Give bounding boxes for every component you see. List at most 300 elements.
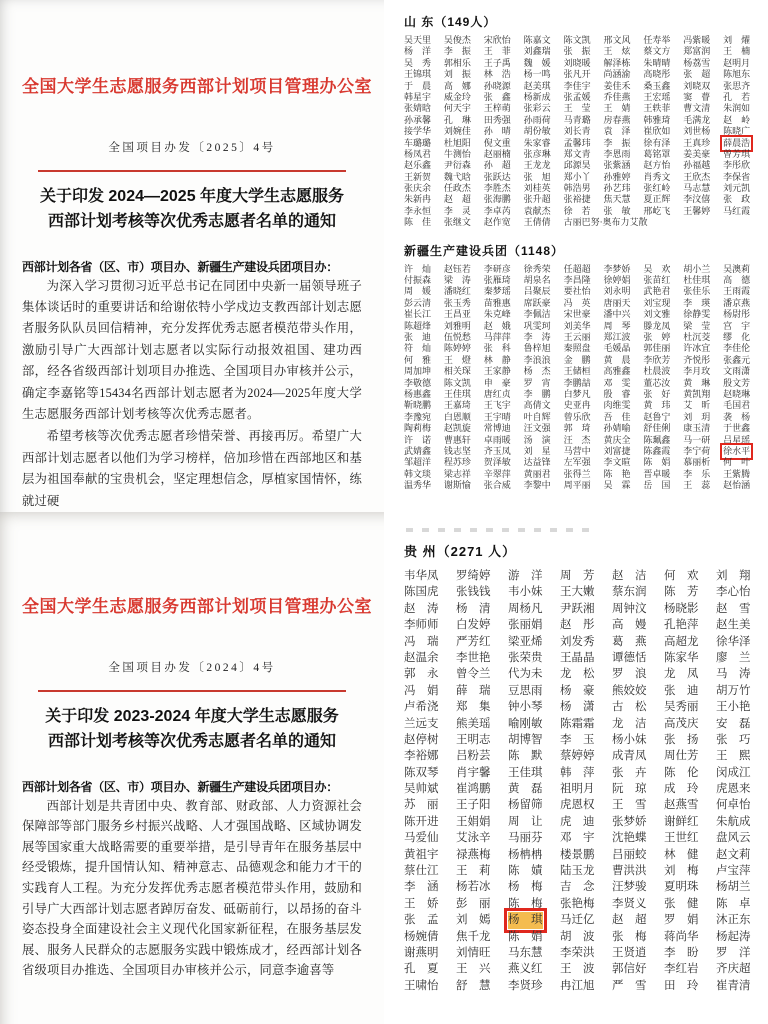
roster-cell: [603, 172, 643, 183]
roster-cell: [560, 814, 612, 830]
roster-cell: [643, 446, 683, 457]
volunteer-name: 于世鑫: [723, 423, 751, 434]
volunteer-name: 邱源昊: [563, 160, 591, 171]
volunteer-name: 冯瑞: [404, 635, 439, 648]
roster-cell: [484, 389, 524, 400]
roster-cell: [603, 400, 643, 411]
roster-cell: [444, 400, 484, 411]
roster-cell: [564, 69, 604, 80]
volunteer-name: 王啸怡: [404, 979, 439, 992]
volunteer-name: 周让: [508, 815, 543, 828]
volunteer-name: 叶自辉: [523, 411, 551, 422]
volunteer-name: 吴俊杰: [443, 35, 471, 45]
roster-cell: [404, 863, 456, 879]
volunteer-name: 罗娟: [664, 914, 699, 927]
roster-cell: [723, 423, 763, 434]
roster-row: [404, 568, 768, 584]
volunteer-name: 刘婉佳: [443, 126, 471, 137]
roster-cell: [404, 978, 456, 994]
volunteer-name: 陈娟: [508, 930, 543, 943]
volunteer-name: 吾佳: [603, 411, 631, 422]
volunteer-name: 林静: [483, 354, 511, 365]
roster-cell: [564, 58, 604, 69]
volunteer-name: 赵燕雪: [664, 799, 699, 812]
volunteer-name: 吴霖: [603, 480, 631, 491]
roster-cell: [484, 172, 524, 183]
roster-cell: [524, 172, 564, 183]
roster-row: [404, 929, 768, 945]
volunteer-name: 桑玉鑫: [643, 80, 671, 91]
volunteer-name: 白梦凡: [563, 388, 591, 399]
roster-cell: [683, 435, 723, 446]
roster-cell: [564, 423, 604, 434]
roster-cell: [564, 400, 604, 411]
volunteer-name: 郑集: [456, 701, 491, 714]
roster-cell: [612, 666, 664, 682]
volunteer-name: 闵成江: [716, 766, 751, 779]
roster-row: [404, 469, 768, 480]
volunteer-name: 郭信好: [612, 963, 647, 976]
roster-cell: [723, 446, 763, 457]
roster-row: [404, 748, 768, 764]
roster-cell: [404, 765, 456, 781]
roster-cell: [484, 138, 524, 149]
volunteer-name: 王燈: [443, 354, 471, 365]
roster-cell: [564, 217, 648, 228]
volunteer-name: 李浪浪: [523, 354, 551, 365]
volunteer-name: 安磊: [716, 717, 751, 730]
volunteer-name: 徐静雯: [683, 309, 711, 320]
org-letterhead-title: 全国大学生志愿服务西部计划项目管理办公室: [22, 77, 372, 96]
roster-cell: [444, 309, 484, 320]
volunteer-name: 袭杨: [723, 411, 751, 422]
volunteer-name: 熊美瑶: [456, 717, 491, 730]
volunteer-name: 吴澳莉: [723, 263, 751, 274]
roster-cell: [643, 183, 683, 194]
roster-cell: [564, 366, 604, 377]
roster-cell: [564, 46, 604, 57]
volunteer-name: 黄磊: [508, 783, 543, 796]
notice-title-line2: 西部计划考核等次优秀志愿者名单的通知: [47, 732, 336, 750]
roster-cell: [560, 961, 612, 977]
roster-cell: [564, 264, 604, 275]
volunteer-name: 张钱钱: [456, 586, 491, 599]
roster-cell: [456, 929, 508, 945]
volunteer-name: 潘晓红: [443, 286, 471, 297]
roster-cell: [643, 138, 683, 149]
roster-row: [404, 847, 768, 863]
volunteer-name: 岳国: [643, 480, 671, 491]
roster-row: [404, 69, 768, 80]
roster-cell: [456, 945, 508, 961]
volunteer-name: 张政: [723, 194, 751, 205]
volunteer-name: 孔艳萍: [664, 619, 699, 632]
volunteer-name: 王储桓: [563, 366, 591, 377]
roster-cell: [603, 81, 643, 92]
roster-cell: [683, 264, 723, 275]
volunteer-name: 宋欣怡: [483, 35, 511, 45]
volunteer-name: 禄燕梅: [456, 848, 491, 861]
volunteer-name: 李欣芳: [643, 354, 671, 365]
volunteer-name: 张迪: [664, 684, 699, 697]
roster-cell: [723, 206, 763, 217]
volunteer-name: 吕星瑶: [723, 434, 751, 445]
volunteer-name: 赵凯旋: [443, 423, 471, 434]
volunteer-name: 盘风云: [716, 832, 751, 845]
roster-cell: [683, 446, 723, 457]
volunteer-name: 刘晓暖: [563, 57, 591, 68]
volunteer-name: 王欣杰: [683, 171, 711, 182]
volunteer-name: 陈珮鑫: [643, 434, 671, 445]
roster-cell: [484, 115, 524, 126]
volunteer-name: 张敏: [603, 205, 631, 216]
roster-cell: [456, 879, 508, 895]
volunteer-name: 张合威: [483, 480, 511, 491]
roster-cell: [484, 275, 524, 286]
volunteer-name: 艾昕: [683, 400, 711, 411]
roster-cell: [524, 446, 564, 457]
roster-cell: [603, 160, 643, 171]
volunteer-name: 虎恩权: [560, 799, 595, 812]
roster-cell: [484, 457, 524, 468]
roster-cell: [723, 343, 763, 354]
roster-cell: [444, 58, 484, 69]
volunteer-name: 温秀华: [404, 480, 432, 491]
roster-cell: [484, 366, 524, 377]
roster-cell: [484, 343, 524, 354]
volunteer-name: 成青凤: [612, 750, 647, 763]
roster-cell: [716, 814, 768, 830]
volunteer-name: 吕丽蛟: [612, 848, 647, 861]
roster-cell: [524, 469, 564, 480]
roster-cell: [683, 35, 723, 46]
volunteer-name: 李涵: [404, 881, 439, 894]
volunteer-name: 赵停树: [404, 733, 439, 746]
volunteer-name: 陈艳: [603, 468, 631, 479]
volunteer-name: 郑文青: [563, 148, 591, 159]
roster-cell: [484, 160, 524, 171]
roster-cell: [603, 35, 643, 46]
roster-cell: [683, 378, 723, 389]
roster-cell: [603, 457, 643, 468]
volunteer-name: 邓雯: [603, 377, 631, 388]
volunteer-name: 张玉秀: [443, 297, 471, 308]
roster-row: [404, 138, 768, 149]
volunteer-name: 冉江旭: [560, 979, 595, 992]
roster-cell: [643, 275, 683, 286]
roster-cell: [524, 58, 564, 69]
volunteer-name: 王雪: [612, 799, 647, 812]
roster-cell: [643, 332, 683, 343]
roster-cell: [716, 683, 768, 699]
roster-cell: [560, 666, 612, 682]
volunteer-name: 陈家华: [664, 651, 699, 664]
roster-cell: [723, 457, 763, 468]
volunteer-name: 葛燕: [612, 635, 647, 648]
roster-cell: [524, 194, 564, 205]
volunteer-name: 吕聚辰: [523, 286, 551, 297]
volunteer-name: 宫宇: [723, 320, 751, 331]
roster-row: [404, 206, 768, 217]
letterhead-divider: [38, 170, 346, 172]
volunteer-name: 肖宇馨: [456, 766, 491, 779]
roster-cell: [723, 286, 763, 297]
roster-cell: [612, 683, 664, 699]
volunteer-name: 周加坤: [404, 366, 432, 377]
roster-cell: [564, 435, 604, 446]
roster-cell: [664, 814, 716, 830]
roster-row: [404, 58, 768, 69]
roster-cell: [444, 457, 484, 468]
roster-cell: [508, 929, 560, 945]
roster-cell: [524, 206, 564, 217]
volunteer-name: 赵钰若: [443, 263, 471, 274]
notice-page-2024: [0, 512, 384, 1024]
roster-cell: [508, 716, 560, 732]
volunteer-name: 刘宝现: [643, 297, 671, 308]
volunteer-name: 马丽芬: [508, 832, 543, 845]
volunteer-name: 孙福越: [683, 160, 711, 171]
roster-cell: [524, 412, 564, 423]
roster-cell: [560, 584, 612, 600]
roster-cell: [643, 92, 683, 103]
roster-cell: [444, 435, 484, 446]
roster-cell: [643, 126, 683, 137]
volunteer-name: 李鹏: [523, 388, 551, 399]
volunteer-name: 谢燕明: [404, 946, 439, 959]
volunteer-name: 杨新成: [523, 91, 551, 102]
roster-cell: [683, 183, 723, 194]
roster-cell: [612, 929, 664, 945]
roster-cell: [683, 321, 723, 332]
roster-cell: [603, 115, 643, 126]
volunteer-name: 兰远支: [404, 717, 439, 730]
roster-cell: [643, 58, 683, 69]
notice-paragraph-1: 为深入学习贯彻习近平总书记在同团中央新一届领导班子集体谈话时的重要讲话和给谢依特小学戍边支教西部计划志愿者服务队队员回信精神，充分发挥优秀志愿者模范带头作用，激励引导广大西部计划志愿者以实际行动报效祖国、建功西部，经各省级西部计划项目办推选、全国项目办审核并公示，确定李嘉铭等15434名西部计划志愿者为2024—2025年度大学生志愿服务西部计划考核等次优秀志愿者。: [22, 278, 362, 422]
volunteer-name: 蔡婷婷: [560, 750, 595, 763]
roster-cell: [664, 748, 716, 764]
volunteer-name: 黄晨: [603, 354, 631, 365]
volunteer-name: 郑江波: [603, 331, 631, 342]
roster-cell: [716, 568, 768, 584]
roster-cell: [508, 617, 560, 633]
volunteer-name: 张科: [483, 343, 511, 354]
notice-title-line1: 关于印发 2023-2024 年度大学生志愿服务: [45, 708, 339, 725]
roster-cell: [444, 423, 484, 434]
roster-cell: [404, 343, 444, 354]
roster-cell: [664, 584, 716, 600]
roster-cell: [484, 264, 524, 275]
volunteer-name: 李汶僖: [683, 194, 711, 205]
roster-cell: [560, 765, 612, 781]
roster-cell: [603, 92, 643, 103]
roster-cell: [508, 666, 560, 682]
roster-row: [404, 732, 768, 748]
volunteer-name: 张旭: [523, 171, 551, 182]
volunteer-name: 黄琳: [683, 377, 711, 388]
roster-cell: [612, 945, 664, 961]
roster-cell: [723, 126, 763, 137]
roster-row: [404, 961, 768, 977]
roster-cell: [664, 912, 716, 928]
roster-cell: [456, 634, 508, 650]
roster-cell: [603, 206, 643, 217]
roster-cell: [683, 69, 723, 80]
volunteer-name: 赵雪: [716, 602, 751, 615]
roster-cell: [524, 69, 564, 80]
roster-cell: [484, 149, 524, 160]
volunteer-name: 马志慧: [683, 183, 711, 194]
volunteer-name: 张卉: [612, 766, 647, 779]
roster-cell: [508, 797, 560, 813]
roster-cell: [560, 847, 612, 863]
roster-cell: [524, 46, 564, 57]
volunteer-name: 夏明珠: [664, 881, 699, 894]
volunteer-name: 牛测怡: [443, 148, 471, 159]
volunteer-name: 杨一鸣: [523, 69, 551, 80]
roster-cell: [404, 683, 456, 699]
volunteer-name: 郭琦: [563, 423, 591, 434]
volunteer-name: 尹衍森: [443, 160, 471, 171]
volunteer-name: 齐玉凤: [483, 445, 511, 456]
roster-cell: [404, 469, 444, 480]
volunteer-name: 倪文重: [483, 137, 511, 148]
volunteer-name: 蒋尚华: [664, 930, 699, 943]
roster-cell: [683, 343, 723, 354]
volunteer-name: 陈嘉文: [523, 35, 551, 45]
roster-cell: [612, 797, 664, 813]
volunteer-name: 李佳伦: [723, 343, 751, 354]
volunteer-name: 康玉清: [683, 423, 711, 434]
roster-cell: [643, 355, 683, 366]
volunteer-name: 王子阳: [456, 799, 491, 812]
roster-cell: [404, 160, 444, 171]
roster-cell: [612, 732, 664, 748]
roster-cell: [723, 378, 763, 389]
roster-cell: [444, 275, 484, 286]
volunteer-name: 赵丽楠: [483, 148, 511, 159]
roster-cell: [404, 748, 456, 764]
volunteer-name: 刘情旺: [456, 946, 491, 959]
volunteer-name: 陈梅: [508, 897, 543, 910]
roster-row: [404, 332, 768, 343]
roster-row: [404, 400, 768, 411]
roster-cell: [603, 58, 643, 69]
volunteer-name: 马爱仙: [404, 832, 439, 845]
roster-cell: [612, 978, 664, 994]
roster-cell: [603, 126, 643, 137]
volunteer-name: 孙艺玮: [603, 183, 631, 194]
volunteer-name: 黄凯翔: [683, 388, 711, 399]
roster-cell: [404, 650, 456, 666]
roster-cell: [508, 765, 560, 781]
roster-cell: [444, 194, 484, 205]
roster-row: [404, 46, 768, 57]
volunteer-name: 李师师: [404, 619, 439, 632]
roster-cell: [664, 978, 716, 994]
roster-cell: [560, 929, 612, 945]
roster-cell: [456, 584, 508, 600]
roster-cell: [444, 138, 484, 149]
roster-cell: [484, 298, 524, 309]
roster-cell: [404, 138, 444, 149]
roster-cell: [683, 138, 723, 149]
volunteer-name: 李豫宛: [404, 411, 432, 422]
roster-row: [404, 194, 768, 205]
volunteer-name: 白发婷: [456, 619, 491, 632]
roster-cell: [612, 765, 664, 781]
volunteer-name: 朱晴晴: [643, 57, 671, 68]
roster-cell: [643, 69, 683, 80]
letterhead-divider: [38, 690, 346, 692]
volunteer-name: 王娇: [404, 897, 439, 910]
volunteer-name: 刘元凯: [723, 183, 751, 194]
roster-cell: [404, 298, 444, 309]
roster-cell: [716, 863, 768, 879]
roster-cell: [508, 683, 560, 699]
volunteer-name: 葛铭罩: [643, 148, 671, 159]
volunteer-name: 姜美豪: [683, 148, 711, 159]
volunteer-name: 魏媛: [523, 57, 551, 68]
roster-cell: [404, 286, 444, 297]
roster-cell: [603, 389, 643, 400]
volunteer-name: 孔夏: [404, 963, 439, 976]
document-number: 全国项目办发〔2024〕4号: [108, 662, 276, 674]
volunteer-name: 李保省: [723, 171, 751, 182]
roster-cell: [524, 115, 564, 126]
volunteer-name: 沈艳蝶: [612, 832, 647, 845]
roster-cell: [508, 748, 560, 764]
roster-cell: [603, 355, 643, 366]
roster-cell: [612, 912, 664, 928]
roster-cell: [404, 389, 444, 400]
volunteer-name: 喻刚敏: [508, 717, 543, 730]
roster-cell: [643, 343, 683, 354]
roster-cell: [612, 716, 664, 732]
volunteer-name: 张鑫元: [723, 354, 751, 365]
roster-cell: [643, 194, 683, 205]
roster-cell: [484, 69, 524, 80]
volunteer-name: 王宇晴: [483, 411, 511, 422]
volunteer-name: 钟小琴: [508, 701, 543, 714]
roster-cell: [564, 343, 604, 354]
volunteer-name: 王昌亚: [443, 309, 471, 320]
volunteer-name: 杨起涛: [716, 930, 751, 943]
volunteer-name: 赵文莉: [716, 848, 751, 861]
roster-cell: [603, 298, 643, 309]
volunteer-name: 梁涛: [443, 275, 471, 286]
roster-row: [404, 343, 768, 354]
page-top-margin: [404, 0, 768, 13]
roster-cell: [643, 160, 683, 171]
volunteer-name: 吴帅斌: [404, 783, 439, 796]
roster-cell: [716, 666, 768, 682]
roster-cell: [508, 961, 560, 977]
roster-cell: [683, 389, 723, 400]
roster-cell: [456, 748, 508, 764]
volunteer-name: 李黎中: [523, 480, 551, 491]
roster-cell: [683, 480, 723, 491]
roster-cell: [716, 748, 768, 764]
roster-row: [404, 412, 768, 423]
volunteer-name: 罗绮婷: [456, 570, 491, 582]
volunteer-name: 马迁亿: [560, 914, 595, 927]
roster-cell: [404, 716, 456, 732]
volunteer-name: 谢斯愉: [443, 480, 471, 491]
roster-cell: [664, 683, 716, 699]
volunteer-name: 薛瑞: [456, 684, 491, 697]
volunteer-name: 滕龙凤: [643, 320, 671, 331]
